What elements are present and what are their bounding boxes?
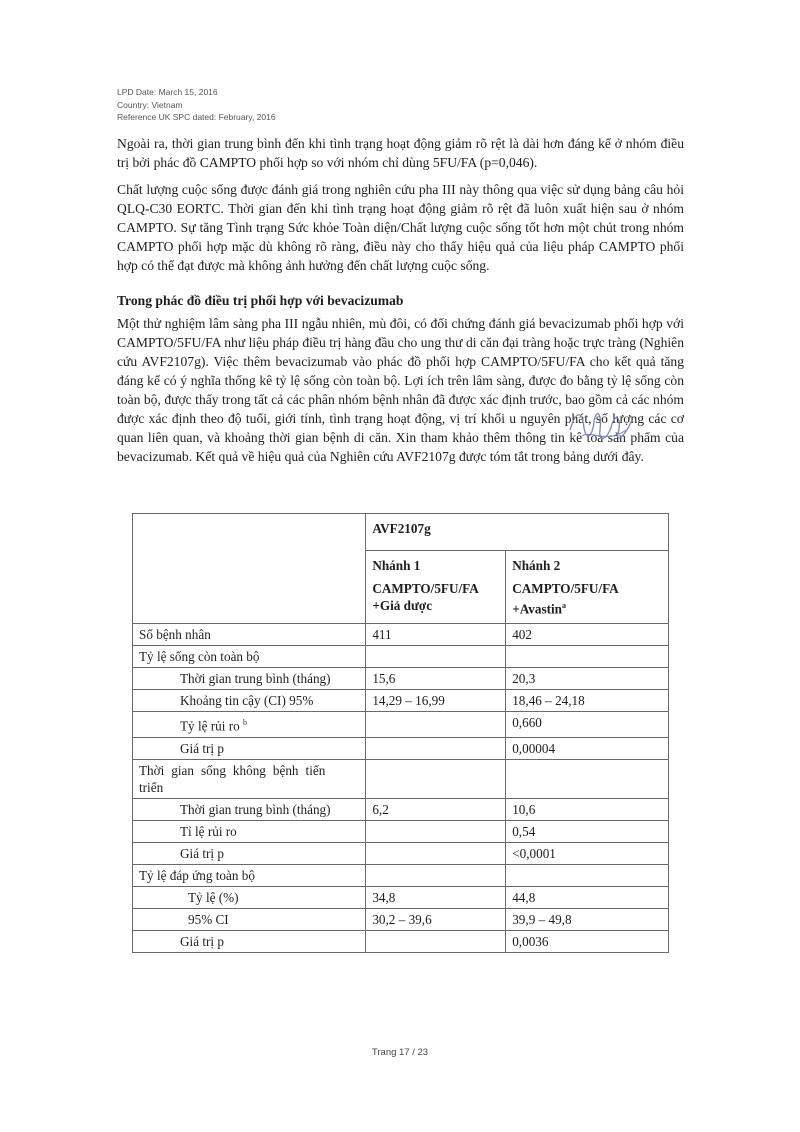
empty-header-cell — [133, 514, 366, 624]
os-hr-arm-2: 0,660 — [506, 712, 669, 737]
orr-ci-arm-1: 30,2 – 39,6 — [366, 908, 506, 930]
pfs-p-label: Giá trị p — [133, 842, 366, 864]
orr-p-label: Giá trị p — [133, 930, 366, 952]
arm-2-addon-line — [512, 597, 662, 617]
page-number: Trang 17 / 23 — [371, 1047, 429, 1058]
pfs-hr-label: Tỉ lệ rủi ro — [133, 820, 366, 842]
arm-1-header — [366, 551, 506, 624]
arm-2-footnote-marker: a — [561, 601, 566, 610]
pfs-median-label: Thời gian trung bình (tháng) — [133, 798, 366, 820]
table-row — [133, 930, 669, 952]
table-row — [133, 624, 669, 646]
table-row — [133, 798, 669, 820]
pfs-hr-arm-2: 0,54 — [506, 820, 669, 842]
table-row — [133, 820, 669, 842]
os-ci-arm-1: 14,29 – 16,99 — [366, 690, 506, 712]
patients-arm-2: 402 — [506, 624, 669, 646]
os-ci-arm-2: 18,46 – 24,18 — [506, 690, 669, 712]
table-row — [133, 842, 669, 864]
table-row — [133, 886, 669, 908]
pfs-median-arm-2: 10,6 — [506, 798, 669, 820]
orr-p-arm-2: 0,0036 — [506, 930, 669, 952]
patients-arm-1: 411 — [366, 624, 506, 646]
orr-rate-arm-2: 44,8 — [506, 886, 669, 908]
paragraph-2: Chất lượng cuộc sống được đánh giá trong nghiên cứu pha III này thông qua việc sử dụng bảng câu hỏi QLQ-C30 EORTC. Thời gian đến khi tình trạng hoạt động giảm rõ rệt đã luôn xuất hiện sau ở nhóm CAMPTO. Sự tăng Tình trạng Sức khỏe Toàn diện/Chất lượng cuộc sống tốt hơn một chút trong nhóm CAMPTO phối hợp mặc dù không rõ ràng, điều này cho thấy hiệu quả của liệu pháp CAMPTO phối hợp có thể đạt được mà không ảnh hưởng đến chất lượng cuộc sống. — [117, 182, 684, 273]
reference: Reference UK SPC dated: February, 2016 — [117, 112, 276, 122]
orr-label: Tỷ lệ đáp ứng toàn bộ — [133, 864, 366, 886]
table-row — [133, 864, 669, 886]
paragraph-1: Ngoài ra, thời gian trung bình đến khi tình trạng hoạt động giảm rõ rệt là dài hơn đáng kể ở nhóm điều trị bởi phác đồ CAMPTO phối hợp so với nhóm chỉ dùng 5FU/FA (p=0,046). — [117, 136, 684, 170]
section-paragraph: Một thử nghiệm lâm sàng pha III ngẫu nhiên, mù đôi, có đối chứng đánh giá bevacizumab phối hợp với CAMPTO/5FU/FA như liệu pháp điều trị hàng đầu cho ung thư di căn đại tràng hoặc trực tràng (Nghiên cứu AVF2107g). Việc thêm bevacizumab vào phác đồ phối hợp CAMPTO/5FU/FA cho kết quả tăng đáng kể có ý nghĩa thống kê tỷ lệ sống còn toàn bộ. Lợi ích trên lâm sàng, được đo bằng tỷ lệ sống còn toàn bộ, được thấy trong tất cả các phân nhóm bệnh nhân đã được xác định trước, bao gồm cả các nhóm được xác định theo độ tuổi, giới tính, tình trạng hoạt động, vị trí khối u nguyên phát, số lượng các cơ quan liên quan, và khoảng thời gian bệnh di căn. Xin tham khảo thêm thông tin kê toa sản phẩm của bevacizumab. Kết quả về hiệu quả của Nghiên cứu AVF2107g được tóm tắt trong bảng dưới đây. — [117, 316, 684, 464]
os-median-arm-1: 15,6 — [366, 668, 506, 690]
pfs-p-arm-2: <0,0001 — [506, 842, 669, 864]
os-label: Tỷ lệ sống còn toàn bộ — [133, 646, 366, 668]
orr-rate-label: Tỷ lệ (%) — [133, 886, 366, 908]
pfs-median-arm-1: 6,2 — [366, 798, 506, 820]
table-row — [133, 737, 669, 759]
os-hr-label: Tỷ lệ rủi ro — [180, 718, 240, 734]
arm-1-regimen: CAMPTO/5FU/FA — [372, 581, 479, 596]
handwritten-initials-icon — [562, 400, 642, 450]
os-hr-footnote-marker: b — [243, 718, 247, 728]
patients-label: Số bệnh nhân — [133, 624, 366, 646]
arm-2-regimen: CAMPTO/5FU/FA — [512, 581, 619, 596]
orr-rate-arm-1: 34,8 — [366, 886, 506, 908]
table-row — [133, 646, 669, 668]
table-row — [133, 668, 669, 690]
os-median-arm-2: 20,3 — [506, 668, 669, 690]
arm-2-header — [506, 551, 669, 624]
table-row — [133, 759, 669, 798]
table-row — [133, 690, 669, 712]
arm-1-addon: +Giả dược — [372, 598, 433, 613]
country: Country: Vietnam — [117, 99, 183, 110]
orr-ci-arm-2: 39,9 – 49,8 — [506, 908, 669, 930]
os-ci-label: Khoảng tin cậy (CI) 95% — [133, 690, 366, 712]
section-heading: Trong phác đồ điều trị phối hợp với bevacizumab — [117, 293, 404, 308]
study-name: AVF2107g — [366, 514, 669, 551]
pfs-label: Thời gian sống không bệnh tiến triển — [133, 759, 366, 798]
lpd-date: LPD Date: March 15, 2016 — [117, 87, 218, 97]
table-row — [133, 908, 669, 930]
table-row — [133, 712, 669, 737]
arm-1-label: Nhánh 1 — [372, 558, 421, 573]
os-p-arm-2: 0,00004 — [506, 737, 669, 759]
os-p-label: Giá trị p — [133, 737, 366, 759]
os-hr-label-cell — [133, 712, 366, 737]
os-median-label: Thời gian trung bình (tháng) — [133, 668, 366, 690]
table-header-row — [133, 514, 669, 551]
efficacy-results-table — [132, 513, 669, 953]
orr-ci-label: 95% CI — [133, 908, 366, 930]
arm-2-label: Nhánh 2 — [512, 558, 561, 573]
document-meta — [117, 86, 276, 124]
arm-2-addon: +Avastin — [512, 601, 562, 617]
